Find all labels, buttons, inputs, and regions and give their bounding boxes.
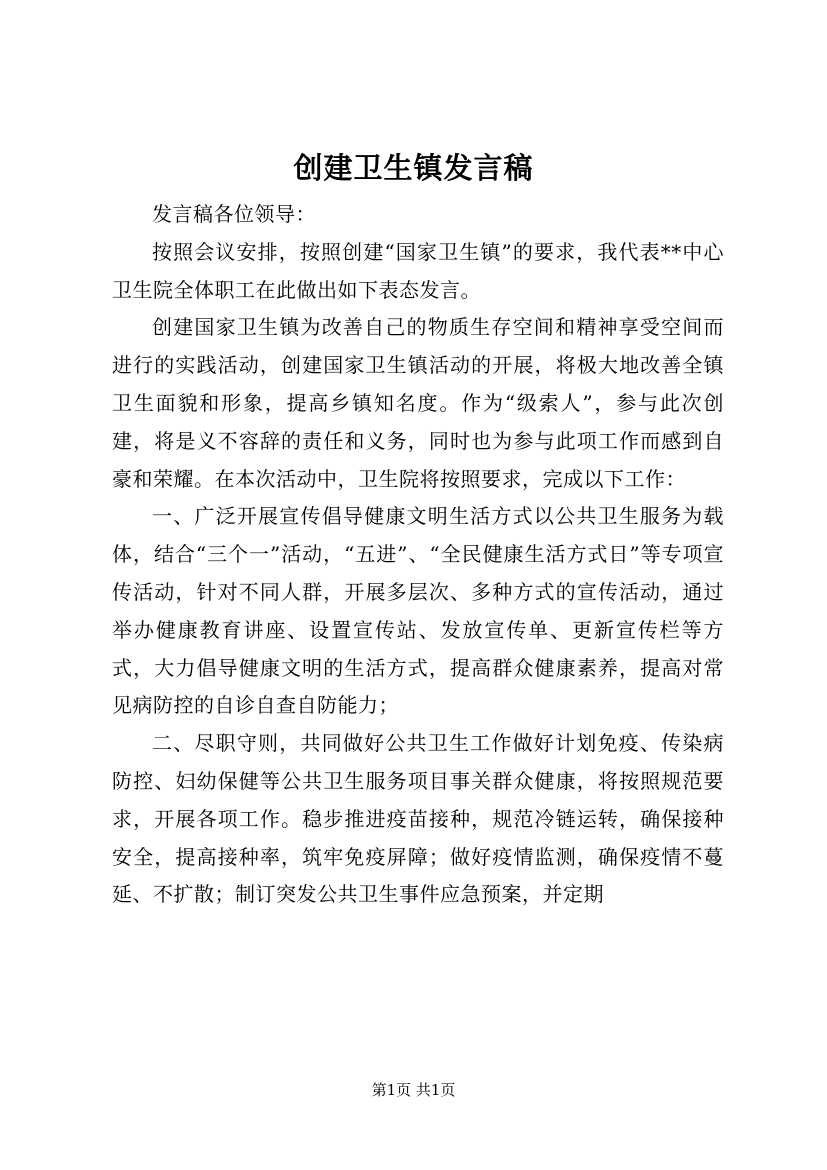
page-footer: 第1页 共1页 — [371, 1081, 456, 1099]
paragraph-purpose: 创建国家卫生镇为改善自己的物质生存空间和精神享受空间而进行的实践活动，创建国家卫生镇活动的开展，将极大地改善全镇卫生面貌和形象，提高乡镇知名度。作为“级索人”，参与此次创建，将是义不容辞的责任和义务，同时也为参与此项工作而感到自豪和荣耀。在本次活动中，卫生院将按照要求，完成以下工作： — [112, 315, 724, 491]
paragraph-salutation: 发言稿各位领导： — [152, 202, 316, 226]
paragraph-intro: 按照会议安排，按照创建“国家卫生镇”的要求，我代表**中心卫生院全体职工在此做出如下表态发言。 — [112, 239, 724, 302]
paragraph-item-one: 一、广泛开展宣传倡导健康文明生活方式以公共卫生服务为载体，结合“三个一”活动，“五进”、“全民健康生活方式日”等专项宣传活动，针对不同人群，开展多层次、多种方式的宣传活动，通过举办健康教育讲座、设置宣传站、发放宣传单、更新宣传栏等方式，大力倡导健康文明的生活方式，提高群众健康素养，提高对常见病防控的自诊自查自防能力； — [112, 504, 724, 718]
document-body — [112, 196, 724, 914]
document-title: 创建卫生镇发言稿 — [293, 151, 534, 185]
paragraph-item-two: 二、尽职守则，共同做好公共卫生工作做好计划免疫、传染病防控、妇幼保健等公共卫生服务项目事关群众健康，将按照规范要求，开展各项工作。稳步推进疫苗接种，规范冷链运转，确保接种安全，提高接种率，筑牢免疫屏障；做好疫情监测，确保疫情不蔓延、不扩散；制订突发公共卫生事件应急预案，并定期 — [112, 731, 724, 907]
